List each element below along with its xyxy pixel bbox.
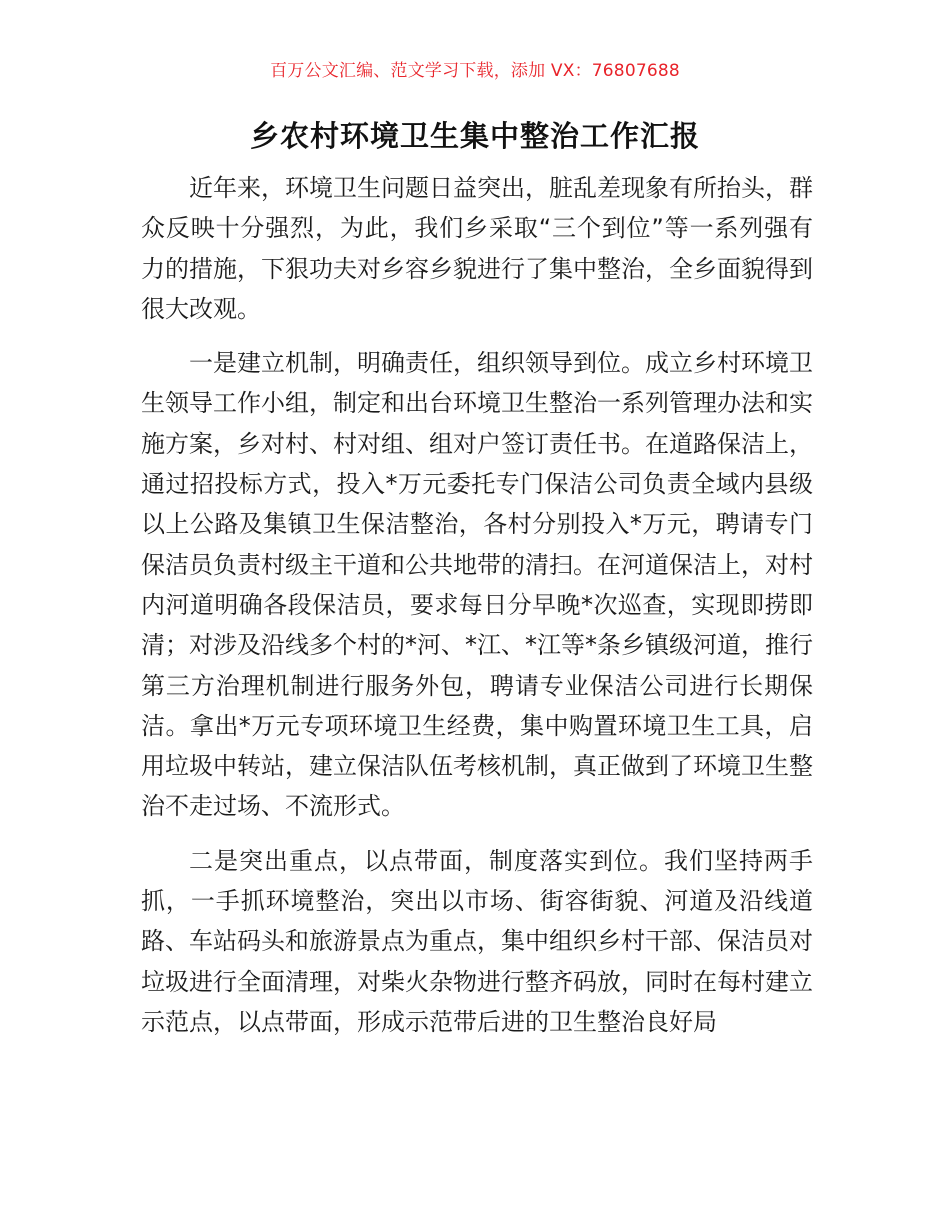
document-body — [141, 168, 813, 1056]
paragraph-intro: 近年来，环境卫生问题日益突出，脏乱差现象有所抬头，群众反映十分强烈，为此，我们乡采取“三个到位”等一系列强有力的措施，下狠功夫对乡容乡貌进行了集中整治，全乡面貌得到很大改观。 — [141, 174, 813, 323]
paragraph-section-one: 一是建立机制，明确责任，组织领导到位。成立乡村环境卫生领导工作小组，制定和出台环境卫生整治一系列管理办法和实施方案，乡对村、村对组、组对户签订责任书。在道路保洁上，通过招投标方式，投入*万元委托专门保洁公司负责全域内县级以上公路及集镇卫生保洁整治，各村分别投入*万元，聘请专门保洁员负责村级主干道和公共地带的清扫。在河道保洁上，对村内河道明确各段保洁员，要求每日分早晚*次巡查，实现即捞即清；对涉及沿线多个村的*河、*江、*江等*条乡镇级河道，推行第三方治理机制进行服务外包，聘请专业保洁公司进行长期保洁。拿出*万元专项环境卫生经费，集中购置环境卫生工具，启用垃圾中转站，建立保洁队伍考核机制，真正做到了环境卫生整治不走过场、不流形式。 — [141, 349, 813, 821]
document-title: 乡农村环境卫生集中整治工作汇报 — [249, 119, 700, 153]
header-watermark: 百万公文汇编、范文学习下载，添加 VX：76807688 — [270, 61, 680, 81]
paragraph-section-two: 二是突出重点，以点带面，制度落实到位。我们坚持两手抓，一手抓环境整治，突出以市场、街容街貌、河道及沿线道路、车站码头和旅游景点为重点，集中组织乡村干部、保洁员对垃圾进行全面清理，对柴火杂物进行整齐码放，同时在每村建立示范点，以点带面，形成示范带后进的卫生整治良好局 — [141, 846, 813, 1036]
